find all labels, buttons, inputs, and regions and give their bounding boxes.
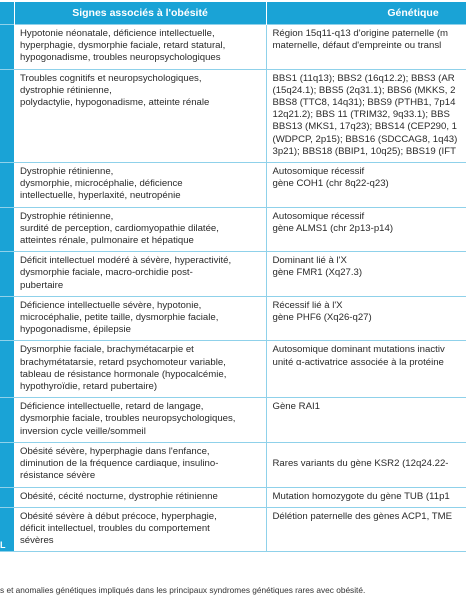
signs-line: microcéphalie, petite taille, dysmorphie faciale, xyxy=(20,312,219,324)
genetics-line: Gène RAI1 xyxy=(272,401,320,413)
signs-cell xyxy=(14,252,266,297)
signs-cell xyxy=(14,341,266,398)
signs-line: tableau de résistance hormonale (hypocalcémie, xyxy=(20,368,227,380)
row-edge-cell xyxy=(0,487,14,507)
table-caption: s et anomalies génétiques impliqués dans les principaux syndromes génétiques rares avec obésité. xyxy=(0,585,366,595)
signs-line: Obésité sévère, hyperphagie dans l'enfance, xyxy=(20,445,210,457)
genetics-line: Autosomique dominant mutations inactiv xyxy=(272,344,445,356)
table-row xyxy=(0,25,466,70)
signs-line: inversion cycle veille/sommeil xyxy=(20,425,146,437)
signs-line: hypothyroïdie, retard pubertaire) xyxy=(20,381,158,393)
signs-line: hypogonadisme, épilepsie xyxy=(20,324,131,336)
genetics-line xyxy=(273,446,466,458)
header-signs: Signes associés à l'obésité xyxy=(14,2,266,25)
genetics-line: maternelle, défaut d'empreinte ou transl xyxy=(272,40,442,52)
genetics-line: Région 15q11-q13 d'origine paternelle (m xyxy=(272,28,449,39)
row-edge-cell: L xyxy=(0,507,14,552)
signs-line: dysmorphie, microcéphalie, déficience xyxy=(20,178,183,190)
signs-line: polydactylie, hypogonadisme, atteinte rénale xyxy=(20,97,210,109)
table-row xyxy=(0,507,466,552)
signs-cell xyxy=(14,398,266,443)
signs-line: intellectuelle, hyperlaxité, neutropénie xyxy=(20,190,181,202)
genetics-cell xyxy=(266,398,466,443)
table-row xyxy=(0,398,466,443)
row-edge-cell xyxy=(0,442,14,487)
signs-line: Obésité, cécité nocturne, dystrophie rétinienne xyxy=(20,490,218,502)
genetics-line: (15q24.1); BBS5 (2q31.1); BBS6 (MKKS, 2 xyxy=(272,84,456,96)
row-edge-cell xyxy=(0,163,14,208)
signs-cell xyxy=(14,487,266,507)
table-row xyxy=(0,341,466,398)
table-row xyxy=(0,296,466,341)
signs-line: Déficit intellectuel modéré à sévère, hyperactivité, xyxy=(20,255,232,267)
table-row xyxy=(0,487,466,507)
signs-line: hyperphagie, dysmorphie faciale, retard statural, xyxy=(20,40,226,52)
table-body xyxy=(0,25,466,552)
genetics-line: Mutation homozygote du gène TUB (11p1 xyxy=(272,490,450,502)
signs-line: résistance sévère xyxy=(20,470,96,482)
row-edge-cell xyxy=(0,207,14,252)
genetics-cell xyxy=(266,487,466,507)
signs-line: Déficience intellectuelle, retard de langage, xyxy=(20,401,204,413)
signs-line: Obésité sévère à début précoce, hyperphagie, xyxy=(20,510,217,522)
signs-line: déficit intellectuel, troubles du comportement xyxy=(20,522,210,534)
row-edge-cell xyxy=(0,398,14,443)
signs-cell xyxy=(14,207,266,252)
genetics-line: BBS13 (MKS1, 17q23); BBS14 (CEP290, 1 xyxy=(272,121,458,133)
genetics-cell xyxy=(266,296,466,341)
signs-line: dysmorphie faciale, troubles neuropsychologiques, xyxy=(20,413,236,425)
genetics-line: BBS1 (11q13); BBS2 (16q12.2); BBS3 (AR xyxy=(272,72,455,84)
row-edge-cell xyxy=(0,69,14,162)
signs-line: diminution de la fréquence cardiaque, insulino- xyxy=(20,458,219,470)
header-edge-cell xyxy=(0,2,14,25)
signs-cell xyxy=(14,69,266,162)
genetics-cell xyxy=(266,507,466,552)
row-edge-cell xyxy=(0,296,14,341)
row-edge-cell xyxy=(0,341,14,398)
signs-line: Dysmorphie faciale, brachymétacarpie et xyxy=(20,344,194,356)
signs-line: dystrophie rétinienne, xyxy=(20,84,112,96)
genetics-line: Autosomique récessif xyxy=(272,210,365,222)
signs-line: Dystrophie rétinienne, xyxy=(20,166,114,178)
genetics-line: 12q21.2); BBS 11 (TRIM32, 9q33.1); BBS xyxy=(272,109,450,121)
genetics-cell xyxy=(266,442,466,487)
genetics-cell xyxy=(266,69,466,162)
genetics-line: unité α-activatrice associée à la protéine xyxy=(272,356,444,368)
table-row xyxy=(0,207,466,252)
genetics-line: Délétion paternelle des gènes ACP1, TME xyxy=(272,510,453,522)
signs-line: sévères xyxy=(20,535,54,547)
genetics-line: 3p21); BBS18 (BBIP1, 10q25); BBS19 (IFT xyxy=(272,145,456,157)
signs-cell xyxy=(14,296,266,341)
signs-line: surdité de perception, cardiomyopathie dilatée, xyxy=(20,222,219,234)
genetics-cell xyxy=(266,341,466,398)
genetics-cell xyxy=(266,252,466,297)
signs-cell xyxy=(14,507,266,552)
genetics-cell xyxy=(266,207,466,252)
genetics-line: (WDPCP, 2p15); BBS16 (SDCCAG8, 1q43) xyxy=(272,133,458,145)
signs-cell xyxy=(14,25,266,70)
genetics-line: gène FMR1 (Xq27.3) xyxy=(272,267,363,279)
genetics-line: Autosomique récessif xyxy=(272,166,365,178)
table-row xyxy=(0,442,466,487)
table-header-row xyxy=(0,2,466,25)
genetics-line: Dominant lié à l'X xyxy=(272,255,347,267)
table-row xyxy=(0,163,466,208)
genetics-cell xyxy=(266,163,466,208)
signs-line: hypogonadisme, troubles neuropsychologiques xyxy=(20,52,221,64)
genetics-line: Rares variants du gène KSR2 (12q24.22- xyxy=(272,458,449,470)
genetics-line: gène COH1 (chr 8q22-q23) xyxy=(272,178,389,190)
signs-line: Dystrophie rétinienne, xyxy=(20,210,114,222)
signs-cell xyxy=(14,163,266,208)
header-genetics: Génétique xyxy=(266,2,466,25)
genetics-line: Récessif lié à l'X xyxy=(272,299,343,311)
signs-line: Hypotonie néonatale, déficience intellectuelle, xyxy=(20,28,215,39)
table-row xyxy=(0,69,466,162)
signs-cell xyxy=(14,442,266,487)
genetics-line: BBS8 (TTC8, 14q31); BBS9 (PTHB1, 7p14 xyxy=(272,97,456,109)
signs-line: Déficience intellectuelle sévère, hypotonie, xyxy=(20,299,202,311)
signs-line: atteintes rénale, pulmonaire et hépatique xyxy=(20,235,194,247)
row-edge-cell xyxy=(0,252,14,297)
signs-line: brachymétatarsie, retard psychomoteur variable, xyxy=(20,356,226,368)
signs-line: Troubles cognitifs et neuropsychologiques, xyxy=(20,72,202,84)
syndromes-table xyxy=(0,2,466,552)
genetics-line: gène PHF6 (Xq26-q27) xyxy=(272,312,372,324)
genetics-line: gène ALMS1 (chr 2p13-p14) xyxy=(272,222,394,234)
signs-line: dysmorphie faciale, macro-orchidie post- xyxy=(20,267,193,279)
table-row xyxy=(0,252,466,297)
genetics-cell xyxy=(266,25,466,70)
signs-line: pubertaire xyxy=(20,279,64,291)
row-edge-cell xyxy=(0,25,14,70)
